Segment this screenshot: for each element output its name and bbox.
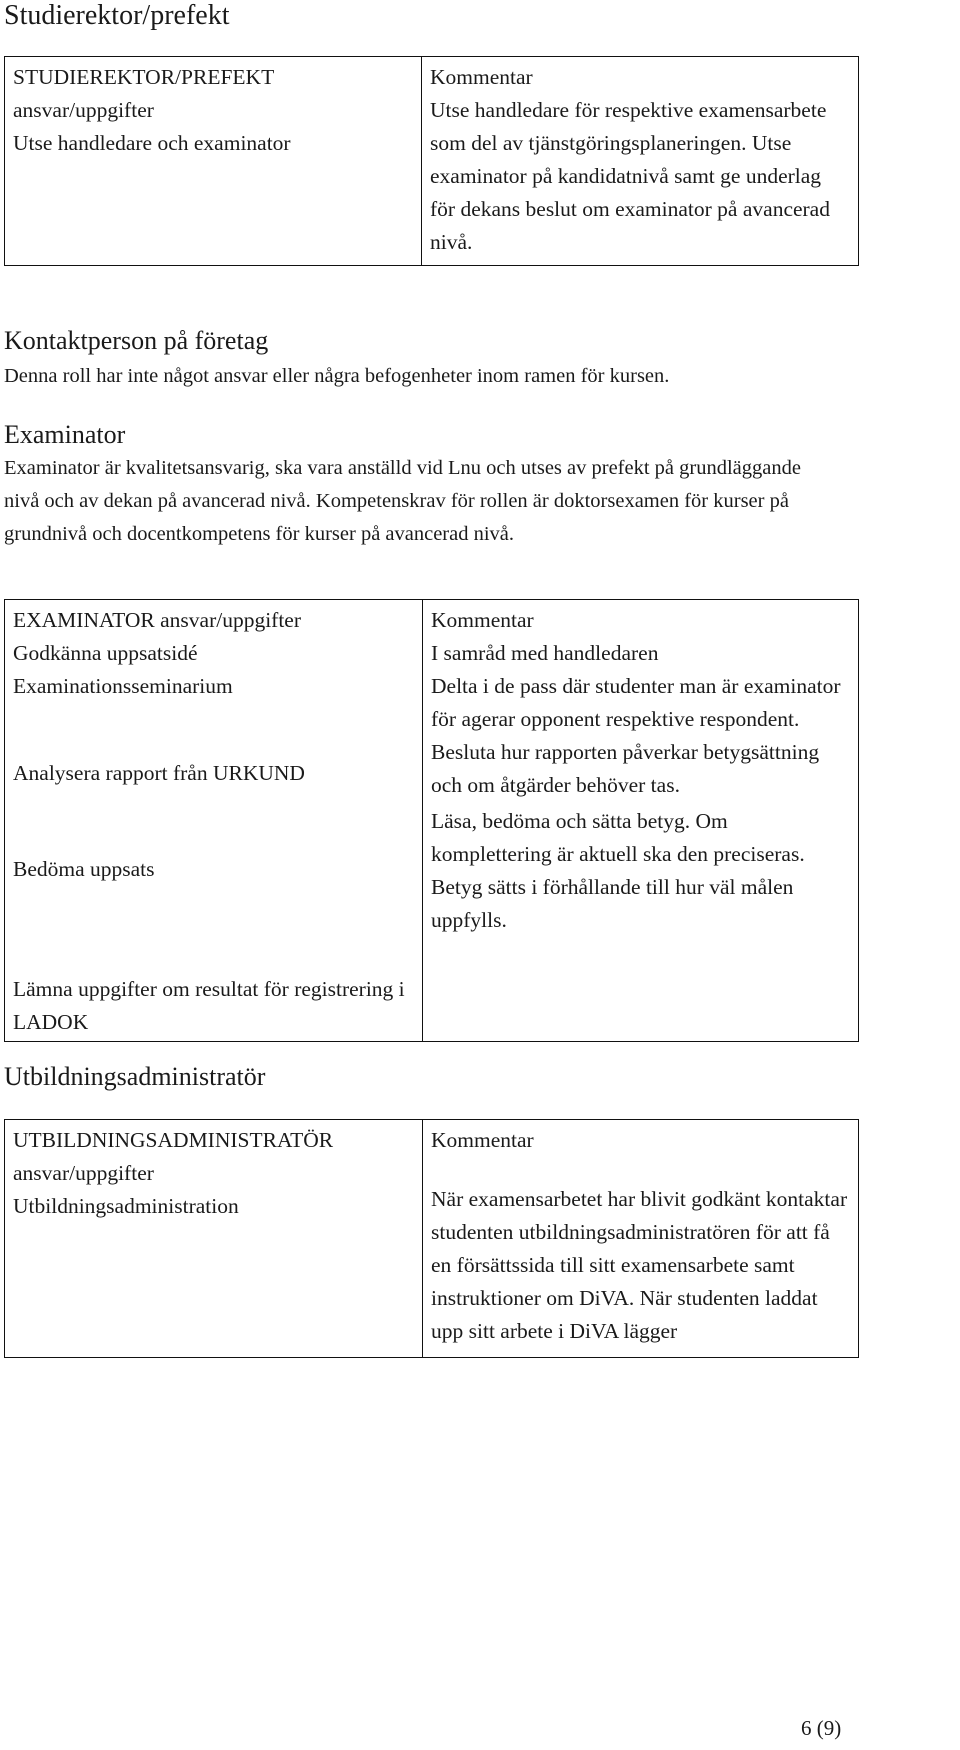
comment-cell: [423, 1120, 859, 1358]
heading-utbildningsadministrator: Utbildningsadministratör: [4, 1062, 266, 1091]
comment-text: I samråd med handledaren: [431, 641, 659, 665]
heading-kontaktperson: Kontaktperson på företag: [4, 326, 269, 355]
comment-text: Besluta hur rapporten påverkar betygsättning och om åtgärder behöver tas.: [431, 740, 820, 797]
text-examinator: Examinator är kvalitetsansvarig, ska vara anställd vid Lnu och utses av prefekt på grundläggande nivå och av dekan på avancerad nivå. Kompetenskrav för rollen är doktorsexamen för kurser på grundnivå och docentkompetens för kurser på avancerad nivå.: [4, 457, 801, 545]
task-cell: [5, 1120, 423, 1358]
comment-cell: [423, 600, 859, 1042]
comment-text: När examensarbetet har blivit godkänt kontaktar studenten utbildningsadministratören för att få en försättssida till sitt examensarbete samt instruktioner om DiVA. När studenten laddat upp sitt arbete i DiVA lägger: [431, 1187, 848, 1343]
comment-cell: [422, 57, 859, 266]
heading-studierektor: Studierektor/prefekt: [4, 0, 230, 31]
table-header-responsibility: STUDIEREKTOR/PREFEKT: [13, 65, 275, 89]
table-header-comment: Kommentar: [430, 65, 533, 89]
task-text: Utbildningsadministration: [13, 1194, 239, 1218]
table-header-responsibility: EXAMINATOR ansvar/uppgifter: [13, 608, 302, 632]
text-kontaktperson: Denna roll har inte något ansvar eller några befogenheter inom ramen för kursen.: [4, 365, 670, 387]
table-header-responsibility-sub: ansvar/uppgifter: [13, 1161, 154, 1185]
task-text: Analysera rapport från URKUND: [13, 761, 305, 785]
table-studierektor: [4, 56, 859, 266]
task-text: Utse handledare och examinator: [13, 131, 291, 155]
table-examinator: [4, 599, 859, 1042]
table-row: [5, 57, 859, 266]
comment-text: Läsa, bedöma och sätta betyg. Om komplettering är aktuell ska den preciseras. Betyg sätts i förhållande till hur väl målen uppfylls.: [431, 809, 805, 932]
task-cell: [5, 57, 422, 266]
table-row: [5, 600, 859, 1042]
comment-text: Utse handledare för respektive examensarbete som del av tjänstgöringsplaneringen. Utse examinator på kandidatnivå samt ge underlag för dekans beslut om examinator på avancerad nivå.: [430, 98, 830, 254]
table-header-comment: Kommentar: [431, 608, 534, 632]
table-header-responsibility-sub: ansvar/uppgifter: [13, 98, 154, 122]
table-header-responsibility: UTBILDNINGSADMINISTRATÖR: [13, 1128, 334, 1152]
task-text: Godkänna uppsatsidé: [13, 641, 198, 665]
task-cell: [5, 600, 423, 1042]
comment-text: Delta i de pass där studenter man är examinator för agerar opponent respektive respondent.: [431, 674, 841, 731]
page-number: 6 (9): [801, 1716, 842, 1740]
heading-examinator: Examinator: [4, 420, 126, 449]
task-text: Examinationsseminarium: [13, 674, 233, 698]
table-row: [5, 1120, 859, 1358]
table-header-comment: Kommentar: [431, 1128, 534, 1152]
table-utbildningsadministrator: [4, 1119, 859, 1358]
task-text: Lämna uppgifter om resultat för registrering i LADOK: [13, 977, 405, 1034]
task-text: Bedöma uppsats: [13, 857, 155, 881]
